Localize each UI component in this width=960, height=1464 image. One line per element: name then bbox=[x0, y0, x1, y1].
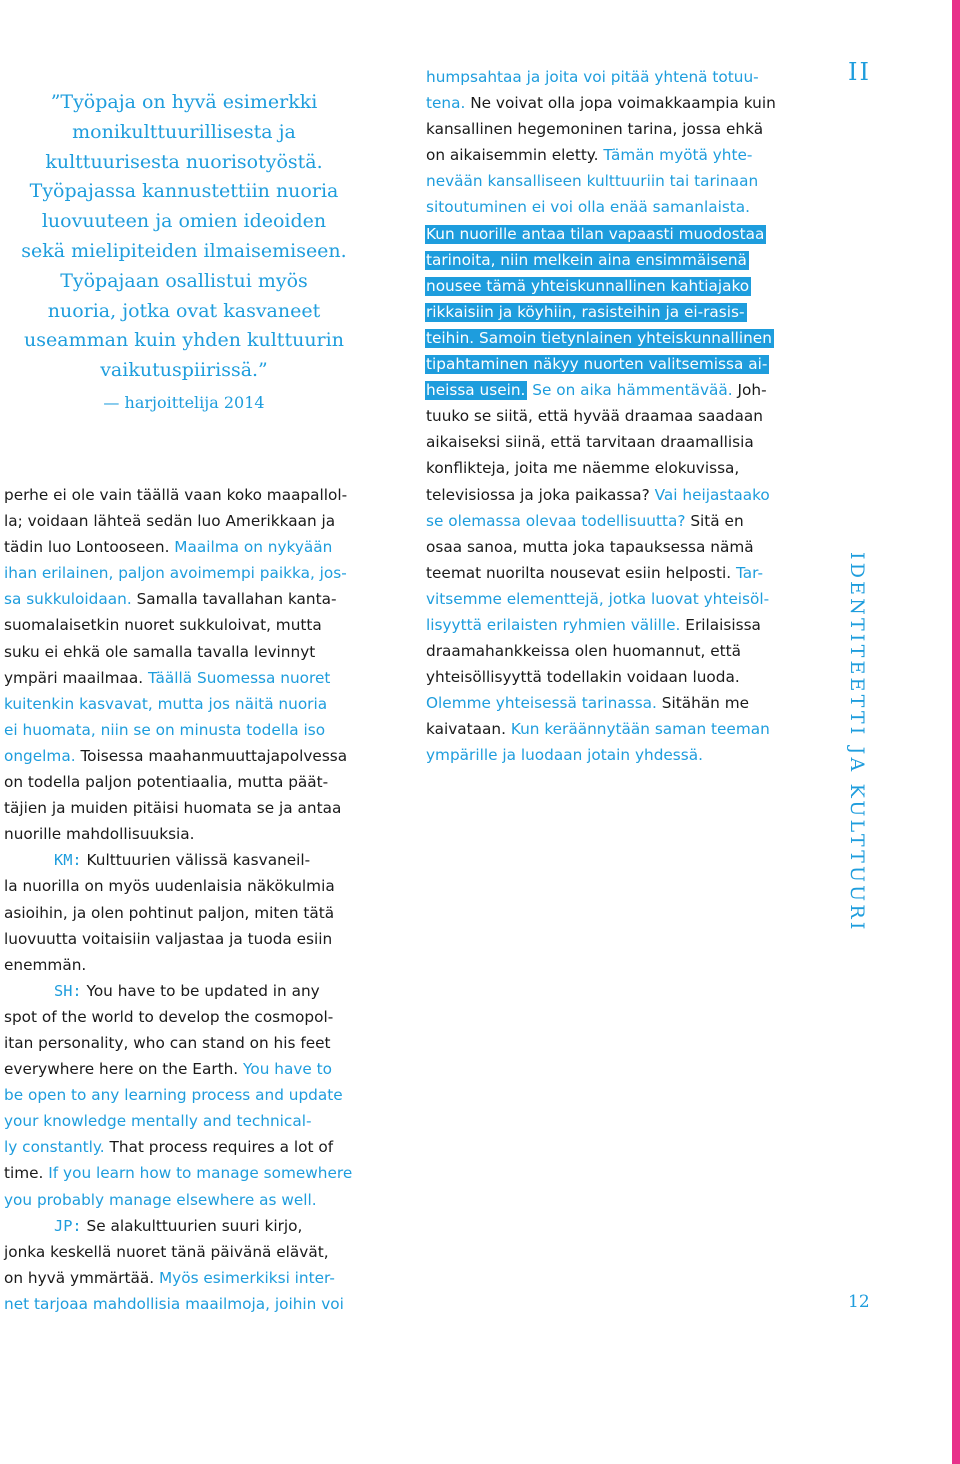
text-segment: sitoutuminen ei voi olla enää samanlaista. bbox=[426, 198, 751, 217]
highlighted-text: tipahtaminen näkyy nuorten valitsemissa ai- bbox=[426, 355, 768, 374]
text-line bbox=[4, 612, 374, 638]
pink-edge-stripe bbox=[952, 0, 960, 1464]
text-segment: ongelma. bbox=[4, 746, 81, 765]
text-segment: net tarjoaa mahdollisia maailmoja, joihin voi bbox=[4, 1294, 344, 1313]
text-segment: perhe ei ole vain täällä vaan koko maapallol- bbox=[4, 486, 348, 504]
speaker-initials: JP: bbox=[54, 1216, 82, 1235]
text-segment: Erilaisissa bbox=[685, 615, 761, 634]
text-segment: tädin luo Lontooseen. bbox=[4, 538, 175, 557]
text-segment: draamahankkeissa olen huomannut, että bbox=[426, 642, 741, 661]
text-segment: suomalaisetkin nuoret sukkuloivat, mutta bbox=[4, 616, 322, 635]
text-segment: kaivataan. bbox=[426, 720, 511, 739]
text-line bbox=[4, 1082, 374, 1108]
highlighted-text: teihin. Samoin tietynlainen yhteiskunnallinen bbox=[426, 328, 772, 347]
text-line bbox=[426, 299, 806, 325]
text-segment: You have to bbox=[243, 1060, 333, 1079]
text-segment: Tämän myötä yhte- bbox=[603, 146, 753, 165]
text-line bbox=[4, 1004, 374, 1030]
text-line bbox=[4, 821, 374, 847]
chapter-number: II bbox=[848, 58, 871, 86]
text-segment: spot of the world to develop the cosmopol- bbox=[4, 1007, 334, 1026]
quote-line: monikulttuurillisesta ja bbox=[72, 120, 296, 143]
page-number: 12 bbox=[848, 1292, 870, 1312]
quote-line: luovuuteen ja omien ideoiden bbox=[41, 210, 327, 233]
text-line bbox=[426, 90, 806, 116]
text-segment: tena. bbox=[426, 94, 471, 113]
text-line bbox=[4, 1265, 374, 1291]
text-segment: aikaiseksi siinä, että tarvitaan draamallisia bbox=[426, 433, 754, 452]
text-segment: be open to any learning process and update bbox=[4, 1086, 343, 1105]
right-text-column bbox=[426, 64, 806, 769]
highlighted-text: nousee tämä yhteiskunnallinen kahtiajako bbox=[426, 276, 750, 295]
text-segment: You have to be updated in any bbox=[81, 981, 320, 1000]
text-line bbox=[426, 482, 806, 508]
text-line bbox=[4, 1030, 374, 1056]
text-segment: Ne voivat olla jopa voimakkaampia kuin bbox=[470, 94, 776, 113]
text-line bbox=[4, 847, 374, 873]
text-segment: Kun keräännytään saman teeman bbox=[510, 720, 770, 739]
highlighted-text: rikkaisiin ja köyhiin, rasisteihin ja ei-rasis- bbox=[426, 302, 745, 321]
text-line bbox=[426, 168, 806, 194]
text-line bbox=[426, 273, 806, 299]
text-line bbox=[4, 769, 374, 795]
text-line bbox=[426, 377, 806, 403]
text-segment: Maailma on nykyään bbox=[174, 538, 333, 557]
text-line bbox=[4, 1108, 374, 1134]
text-line bbox=[426, 586, 806, 612]
text-line bbox=[426, 142, 806, 168]
text-segment: la; voidaan lähteä sedän luo Amerikkaan ja bbox=[4, 512, 336, 531]
text-line bbox=[426, 534, 806, 560]
text-line bbox=[4, 952, 374, 978]
text-segment: humpsahtaa ja joita voi pitää yhtenä totuu- bbox=[426, 68, 759, 86]
text-segment: on hyvä ymmärtää. bbox=[4, 1268, 159, 1287]
text-line bbox=[4, 795, 374, 821]
text-segment: sa sukkuloidaan. bbox=[4, 590, 137, 609]
text-segment: Tar- bbox=[735, 563, 763, 582]
text-line bbox=[4, 1160, 374, 1186]
left-text-column bbox=[4, 482, 374, 1317]
text-segment: kansallinen hegemoninen tarina, jossa ehkä bbox=[426, 120, 764, 139]
text-line bbox=[4, 926, 374, 952]
text-segment: yhteisöllisyyttä todellakin voidaan luoda. bbox=[426, 668, 740, 687]
text-line bbox=[4, 900, 374, 926]
text-line bbox=[426, 716, 806, 742]
text-line bbox=[426, 247, 806, 273]
text-segment: suku ei ehkä ole samalla tavalla levinnyt bbox=[4, 642, 316, 661]
text-line bbox=[4, 639, 374, 665]
quote-line: sekä mielipiteiden ilmaisemiseen. bbox=[21, 239, 347, 262]
quote-attribution: — harjoittelija 2014 bbox=[103, 393, 265, 412]
text-segment: Samalla tavallahan kanta- bbox=[136, 590, 337, 609]
text-line bbox=[4, 1239, 374, 1265]
text-segment: Sitähän me bbox=[661, 694, 750, 713]
highlighted-text: Kun nuorille antaa tilan vapaasti muodostaa bbox=[426, 224, 765, 243]
text-segment: konflikteja, joita me näemme elokuvissa, bbox=[426, 459, 740, 478]
text-segment: kuitenkin kasvavat, mutta jos näitä nuoria bbox=[4, 694, 328, 713]
text-segment: you probably manage elsewhere as well. bbox=[4, 1190, 317, 1209]
text-segment: ei huomata, niin se on minusta todella iso bbox=[4, 720, 326, 739]
text-line bbox=[4, 743, 374, 769]
text-segment: televisiossa ja joka paikassa? bbox=[426, 485, 655, 504]
text-segment: Täällä Suomessa nuoret bbox=[147, 668, 331, 687]
text-line bbox=[426, 664, 806, 690]
text-segment: Se alakulttuurien suuri kirjo, bbox=[81, 1216, 303, 1235]
text-segment: Se on aika hämmentävää. bbox=[527, 381, 738, 400]
text-segment: jonka keskellä nuoret tänä päivänä elävät, bbox=[4, 1242, 329, 1261]
text-line bbox=[4, 482, 374, 508]
text-segment: se olemassa olevaa todellisuutta? bbox=[426, 511, 691, 530]
text-line bbox=[426, 351, 806, 377]
text-segment: ympärille ja luodaan jotain yhdessä. bbox=[426, 746, 703, 765]
text-line bbox=[426, 612, 806, 638]
text-line bbox=[4, 1213, 374, 1239]
text-segment: luovuutta voitaisiin valjastaa ja tuoda esiin bbox=[4, 929, 333, 948]
text-segment: Toisessa maahanmuuttajapolvessa bbox=[80, 746, 348, 765]
text-segment: That process requires a lot of bbox=[109, 1138, 334, 1157]
text-segment: la nuorilla on myös uudenlaisia näkökulmia bbox=[4, 877, 335, 896]
speaker-initials: SH: bbox=[54, 981, 82, 1000]
text-segment: Olemme yhteisessä tarinassa. bbox=[426, 694, 662, 713]
text-segment: time. bbox=[4, 1164, 49, 1183]
text-segment: Myös esimerkiksi inter- bbox=[158, 1268, 335, 1287]
text-line bbox=[426, 403, 806, 429]
quote-line: ”Työpaja on hyvä esimerkki bbox=[50, 91, 318, 113]
text-line bbox=[4, 691, 374, 717]
text-segment: ihan erilainen, paljon avoimempi paikka, jos- bbox=[4, 564, 347, 583]
text-line bbox=[4, 586, 374, 612]
text-line bbox=[4, 1291, 374, 1317]
text-line bbox=[4, 560, 374, 586]
section-title-vertical: IDENTITEETTI JA KULTTUURI bbox=[846, 552, 868, 933]
quote-line: useamman kuin yhden kulttuurin bbox=[24, 329, 344, 352]
text-line bbox=[426, 429, 806, 455]
text-line bbox=[426, 455, 806, 481]
text-line bbox=[426, 638, 806, 664]
text-line bbox=[426, 690, 806, 716]
text-line bbox=[4, 978, 374, 1004]
text-segment: If you learn how to manage somewhere bbox=[48, 1164, 353, 1183]
text-line bbox=[426, 560, 806, 586]
quote-line: Työpajaan osallistui myös bbox=[60, 269, 308, 292]
text-line bbox=[4, 1187, 374, 1213]
quote-line: vaikutuspiirissä.” bbox=[100, 359, 268, 382]
text-line bbox=[426, 221, 806, 247]
text-segment: tuuko se siitä, että hyvää draamaa saadaan bbox=[426, 407, 763, 426]
text-line bbox=[426, 325, 806, 351]
text-segment: Kulttuurien välissä kasvaneil- bbox=[81, 851, 311, 870]
text-segment: itan personality, who can stand on his feet bbox=[4, 1033, 331, 1052]
text-line bbox=[426, 194, 806, 220]
text-segment: täjien ja muiden pitäisi huomata se ja antaa bbox=[4, 799, 342, 818]
highlighted-text: heissa usein. bbox=[426, 381, 526, 400]
text-line bbox=[4, 873, 374, 899]
text-segment: Joh- bbox=[737, 381, 767, 400]
text-line bbox=[426, 742, 806, 768]
text-segment: enemmän. bbox=[4, 955, 87, 974]
text-line bbox=[4, 1134, 374, 1160]
text-segment: on aikaisemmin eletty. bbox=[426, 146, 604, 165]
text-line bbox=[4, 665, 374, 691]
text-line bbox=[426, 508, 806, 534]
text-segment: nuorille mahdollisuuksia. bbox=[4, 825, 195, 844]
text-line bbox=[426, 116, 806, 142]
text-segment: asioihin, ja olen pohtinut paljon, miten tätä bbox=[4, 903, 335, 922]
text-segment: Vai heijastaako bbox=[654, 485, 770, 504]
quote-line: Työpajassa kannustettiin nuoria bbox=[29, 180, 339, 203]
speaker-initials: KM: bbox=[54, 851, 82, 870]
text-line bbox=[4, 717, 374, 743]
text-line bbox=[426, 64, 806, 90]
pull-quote bbox=[0, 88, 368, 386]
text-segment: ly constantly. bbox=[4, 1138, 110, 1157]
text-line bbox=[4, 508, 374, 534]
text-segment: your knowledge mentally and technical- bbox=[4, 1112, 312, 1131]
text-segment: teemat nuorilta nousevat esiin helposti. bbox=[426, 563, 736, 582]
text-segment: lisyyttä erilaisten ryhmien välille. bbox=[426, 615, 686, 634]
text-segment: on todella paljon potentiaalia, mutta päät- bbox=[4, 773, 329, 792]
text-segment: everywhere here on the Earth. bbox=[4, 1060, 244, 1079]
quote-line: nuoria, jotka ovat kasvaneet bbox=[47, 299, 321, 322]
text-segment: vitsemme elementtejä, jotka luovat yhteisöl- bbox=[426, 589, 770, 608]
text-segment: ympäri maailmaa. bbox=[4, 668, 148, 687]
text-line bbox=[4, 1056, 374, 1082]
text-segment: osaa sanoa, mutta joka tapauksessa nämä bbox=[426, 537, 754, 556]
text-segment: Sitä en bbox=[690, 511, 744, 530]
text-segment: nevään kansalliseen kulttuuriin tai tarinaan bbox=[426, 172, 759, 191]
text-line bbox=[4, 534, 374, 560]
quote-line: kulttuurisesta nuorisotyöstä. bbox=[45, 150, 323, 173]
highlighted-text: tarinoita, niin melkein aina ensimmäisenä bbox=[426, 250, 747, 269]
